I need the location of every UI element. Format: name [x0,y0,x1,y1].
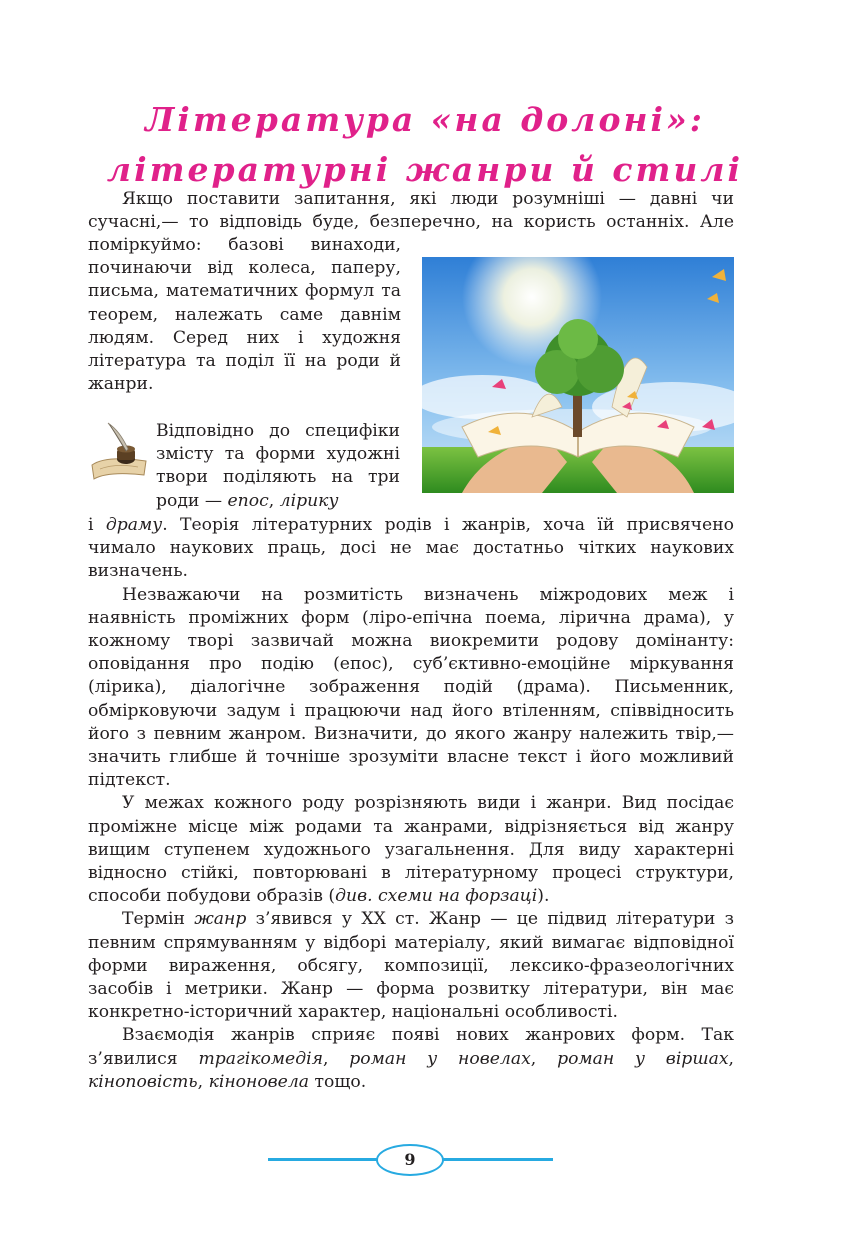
term-film-story: кіноповість [88,1071,198,1092]
separator: , [197,1071,209,1092]
paragraph-end: ). [537,886,550,907]
paragraph-start: і [88,515,106,535]
aside-paragraph [156,420,400,513]
paragraph-start: Взаємодія жанрів сприяє появі нових жанрових форм. Так з’явилися [88,1025,734,1069]
page-title-line-1: Література «на долоні»: [145,100,705,139]
paragraph-rest: з’явився у XX ст. Жанр — це підвид літератури з певним спрямуванням у відборі матеріалу, який вимагає відповідної форми вираження, обсягу, композиції, лексико-фразеологічних засобів і метрики. Жанр — форма розвитку літератури, він має конкретно-історичний характер, національні особливості. [88,909,734,1023]
term-lirika: лірику [279,490,339,511]
term-epos: епос [227,490,269,511]
paragraph-end: тощо. [309,1071,367,1092]
term-novel-in-novellas: роман у новелах [349,1048,531,1069]
paragraph-text: У межах кожного роду розрізняють види і жанри. Вид посідає проміжне місце між родами та жанрами, відрізняється від жанру вищим ступенем художнього узагальнення. Для виду характерні відносно стійкі, повторювані в літературному процесі структури, способи побудови образів ( [88,793,734,907]
paragraph-interaction [88,1024,734,1094]
main-body [88,514,734,1094]
separator: , [530,1048,558,1069]
page-number: 9 [376,1144,444,1176]
footer-rule-left [268,1158,378,1161]
paragraph-start: Термін [122,909,195,930]
footer-rule-right [443,1158,553,1161]
aside-text: Відповідно до специфіки змісту та форми художні твори поділяють на три роди — [156,421,400,511]
paragraph-rest: . Теорія літературних родів і жанрів, хоча їй присвячено чимало наукових праць, досі не має достатньо чітких наукових визначень. [88,515,735,582]
term-film-novella: кіноновела [208,1071,310,1092]
paragraph-kinds [88,792,734,908]
paragraph-dominant: Незважаючи на розмитість визначень міжродових меж і наявність проміжних форм (ліро-епічна поема, лірична драма), у кожному творі зазвичай можна виокремити родову домінанту: оповідання про подію (епос), суб’єктивно-емоційне міркування (лірика), діалогічне зображення подій (драма). Письменник, обмірковуючи задум і працюючи над його втіленням, співвідносить його з певним жанром. Визначити, до якого жанру належить твір,— значить глибше й точніше зрозуміти власне текст і його можливий підтекст. [88,584,734,791]
paragraph-genre-term [88,908,734,1024]
scheme-reference: див. схеми на форзаці [335,886,538,907]
intro-line-1: Якщо поставити запитання, які люди розумніші — давні чи [122,189,734,209]
book-tree-illustration [422,257,734,493]
page-title-line-2: літературні жанри й стилі [106,150,744,189]
separator: , [323,1048,350,1069]
quill-inkwell-icon [86,421,152,487]
intro-line-2: сучасні,— то відповідь буде, безперечно, на користь останніх. Але [88,212,734,233]
term-drama: драму [105,515,163,535]
intro-paragraph [88,188,734,234]
separator: , [728,1048,735,1069]
intro-continuation: поміркуймо: базові винаходи, починаючи від колеса, паперу, письма, математичних формул та теорем, належать саме давнім людям. Серед них і художня література та поділ її на роди й жанри. [88,235,401,395]
paragraph-genres-theory [88,514,734,584]
term-zhanr: жанр [194,909,247,930]
aside-separator: , [268,490,280,511]
term-tragicomedy: трагікомедія [198,1048,324,1069]
term-novel-in-verse: роман у віршах [557,1048,729,1069]
